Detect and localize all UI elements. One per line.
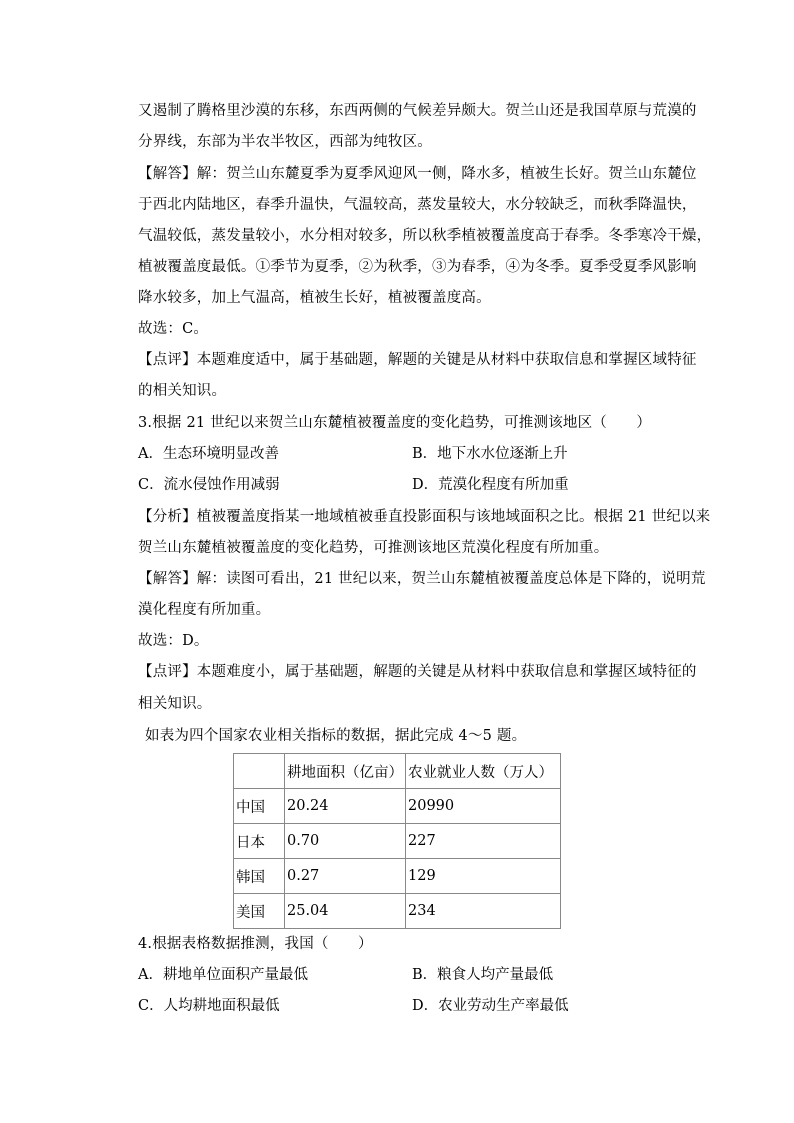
answer-line: 【解答】解：贺兰山东麓夏季为夏季风迎风一侧，降水多，植被生长好。贺兰山东麓位 <box>138 166 697 182</box>
table-cell: 0.70 <box>285 824 406 859</box>
table-header-cell: 耕地面积（亿亩） <box>285 754 406 789</box>
answer-line: 气温较低，蒸发量较小，水分相对较多，所以秋季植被覆盖度高于春季。冬季寒冷干燥， <box>138 228 712 244</box>
answer-line: 降水较多，加上气温高，植被生长好，植被覆盖度高。 <box>138 290 491 306</box>
choice-line: 故选：C。 <box>138 321 209 337</box>
paragraph-line: 又遏制了腾格里沙漠的东移，东西两侧的气候差异颇大。贺兰山还是我国草原与荒漠的 <box>138 103 697 119</box>
q4-option-b: B．粮食人均产量最低 <box>412 967 554 983</box>
table-cell: 中国 <box>234 789 285 824</box>
table-cell: 日本 <box>234 824 285 859</box>
table-cell: 227 <box>406 824 561 859</box>
question-4: 4.根据表格数据推测，我国（ ） <box>138 936 373 952</box>
table-row <box>234 894 561 929</box>
q3-option-b: B．地下水水位逐渐上升 <box>412 446 568 462</box>
table-header-cell <box>234 754 285 789</box>
comment-line: 【点评】本题难度适中，属于基础题，解题的关键是从材料中获取信息和掌握区域特征 <box>138 352 697 368</box>
table-cell: 20990 <box>406 789 561 824</box>
q3-option-a: A．生态环境明显改善 <box>138 446 279 462</box>
table-cell: 20.24 <box>285 789 406 824</box>
q3-option-c: C．流水侵蚀作用减弱 <box>138 477 280 493</box>
analysis-line: 贺兰山东麓植被覆盖度的变化趋势，可推测该地区荒漠化程度有所加重。 <box>138 540 609 556</box>
comment-line: 【点评】本题难度小，属于基础题，解题的关键是从材料中获取信息和掌握区域特征的 <box>138 664 697 680</box>
table-row <box>234 824 561 859</box>
table-header-row <box>234 754 561 789</box>
table-cell: 234 <box>406 894 561 929</box>
answer-line: 【解答】解：读图可看出，21 世纪以来，贺兰山东麓植被覆盖度总体是下降的，说明荒 <box>138 571 706 587</box>
answer-line: 植被覆盖度最低。①季节为夏季，②为秋季，③为春季，④为冬季。夏季受夏季风影响 <box>138 259 697 275</box>
comment-line: 相关知识。 <box>138 696 212 712</box>
comment-line: 的相关知识。 <box>138 383 227 399</box>
table-row <box>234 789 561 824</box>
table-intro: 如表为四个国家农业相关指标的数据，据此完成 4～5 题。 <box>145 728 527 744</box>
answer-line: 漠化程度有所加重。 <box>138 602 271 618</box>
question-3: 3.根据 21 世纪以来贺兰山东麓植被覆盖度的变化趋势，可推测该地区（ ） <box>138 415 652 431</box>
table-cell: 0.27 <box>285 859 406 894</box>
paragraph-line: 分界线，东部为半农半牧区，西部为纯牧区。 <box>138 134 432 150</box>
table-row <box>234 859 561 894</box>
answer-line: 于西北内陆地区，春季升温快，气温较高，蒸发量较大，水分较缺乏，而秋季降温快， <box>138 197 697 213</box>
choice-line: 故选：D。 <box>138 633 209 649</box>
agriculture-table <box>233 753 561 929</box>
table-cell: 美国 <box>234 894 285 929</box>
analysis-line: 【分析】植被覆盖度指某一地域植被垂直投影面积与该地域面积之比。根据 21 世纪以来 <box>138 509 711 525</box>
table-cell: 25.04 <box>285 894 406 929</box>
table-cell: 129 <box>406 859 561 894</box>
q4-option-c: C．人均耕地面积最低 <box>138 998 280 1014</box>
q4-option-d: D．农业劳动生产率最低 <box>412 998 569 1014</box>
table-header-cell: 农业就业人数（万人） <box>406 754 561 789</box>
q3-option-d: D．荒漠化程度有所加重 <box>412 477 569 493</box>
table-cell: 韩国 <box>234 859 285 894</box>
q4-option-a: A．耕地单位面积产量最低 <box>138 967 308 983</box>
